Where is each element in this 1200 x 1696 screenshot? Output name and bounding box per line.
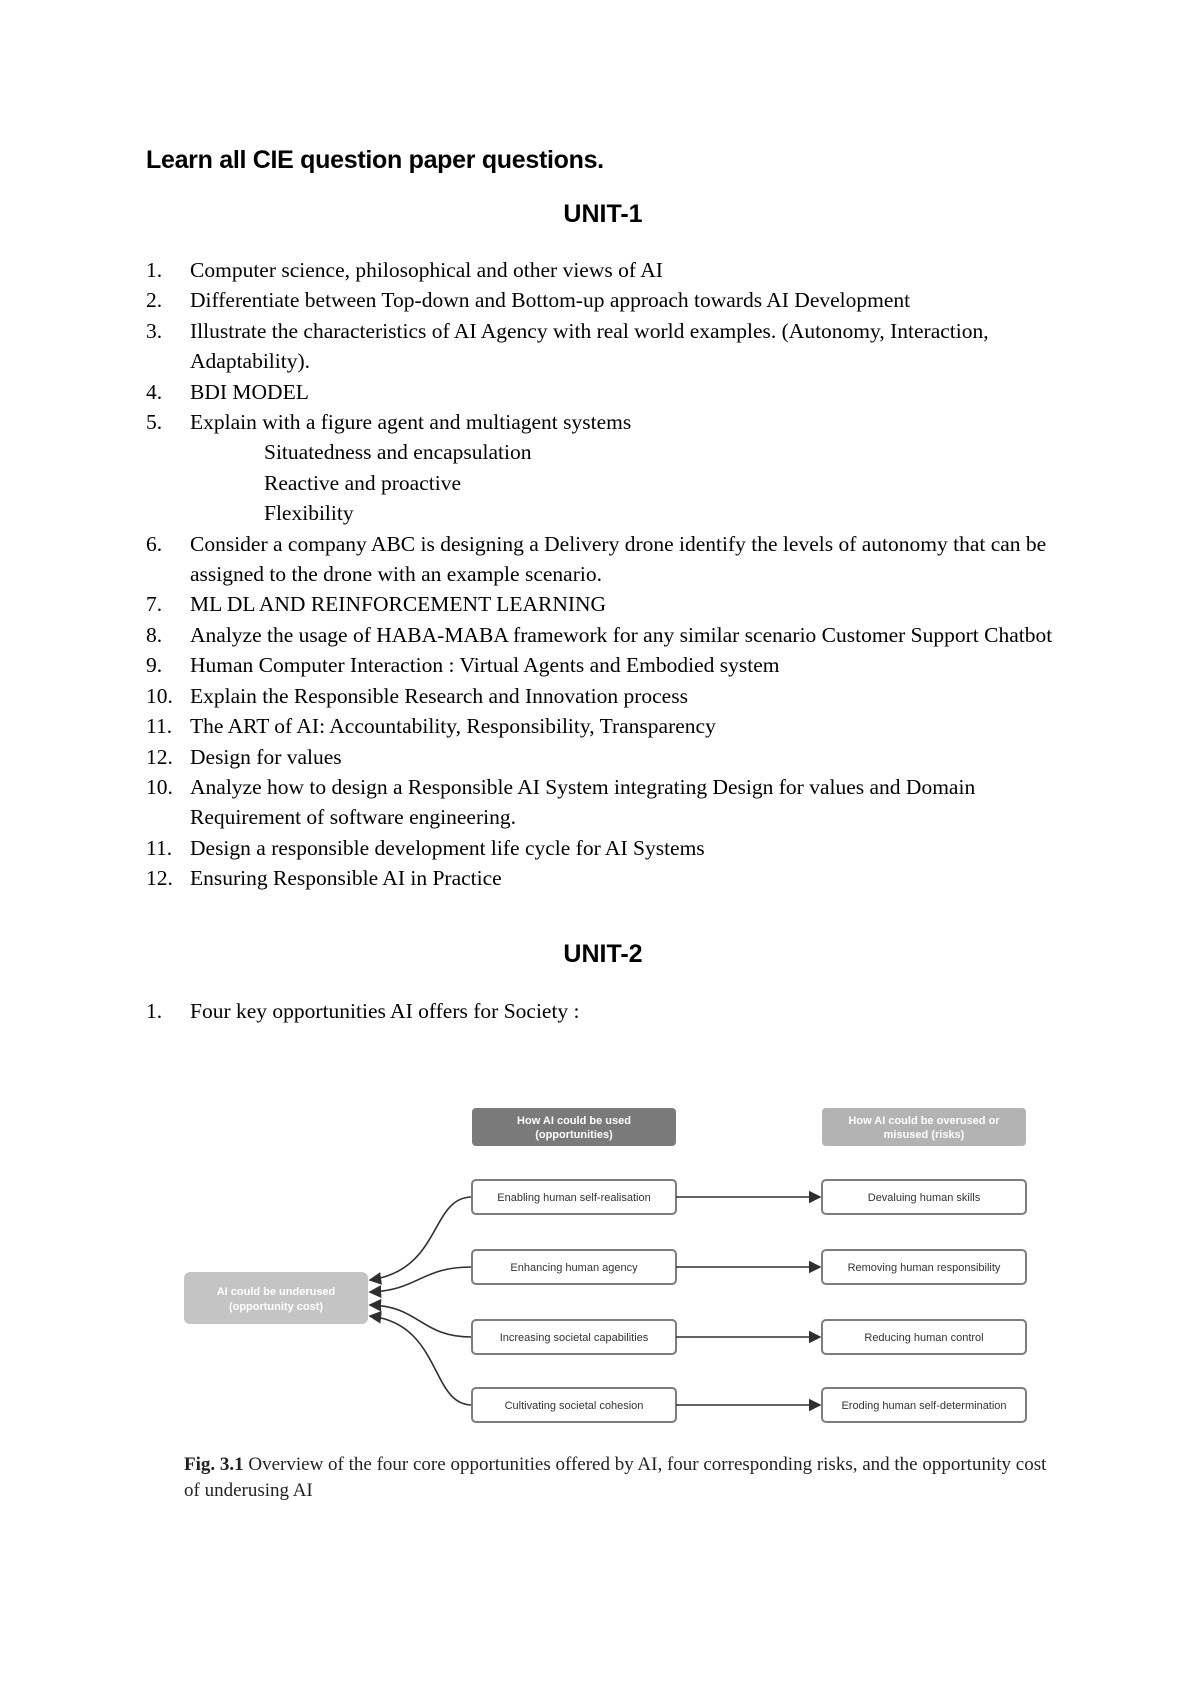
question-text: Design a responsible development life cycle for AI Systems [190,835,705,860]
page-heading: Learn all CIE question paper questions. [146,146,604,174]
sub-item-text: Situatedness and encapsulation [264,440,532,465]
question-text: ML DL AND REINFORCEMENT LEARNING [190,592,607,617]
question-item [146,742,1086,772]
question-item [146,711,1086,741]
question-item [146,863,1086,893]
question-item [146,377,1086,407]
sub-item-text: Reactive and proactive [264,470,461,495]
connector-3 [370,1305,472,1337]
opportunity-box [472,1250,676,1284]
unit-1-question-list [146,255,1086,894]
header-used-line2: (opportunities) [535,1129,613,1141]
header-misused-line2: misused (risks) [883,1129,965,1141]
question-number: 5. [146,410,163,435]
question-item [146,407,1086,437]
question-number: 11. [146,714,173,739]
header-misused-box [822,1108,1026,1146]
question-item [146,772,1086,833]
header-misused-line1: How AI could be overused or [848,1115,1000,1127]
underused-box [184,1272,368,1324]
question-number: 1. [146,258,163,282]
question-number: 7. [146,592,163,617]
question-item [146,681,1086,711]
figure-caption-label: Fig. 3.1 [184,1454,244,1475]
unit-2-title: UNIT-2 [563,940,643,968]
question-number: 3. [146,318,163,343]
question-text: The ART of AI: Accountability, Responsibility, Transparency [190,714,716,739]
sub-item [146,437,1086,467]
question-text: BDI MODEL [190,379,309,404]
sub-item [146,468,1086,498]
question-number: 10. [146,683,173,708]
figure-caption-text: Overview of the four core opportunities offered by AI, four corresponding risks, and the opportunity cost of underusing AI [184,1454,1047,1501]
question-text: Consider a company ABC is designing a Delivery drone identify the levels of autonomy that can be assigned to the drone with an example scenario. [190,531,1047,587]
question-text: Analyze the usage of HABA-MABA framework for any similar scenario Customer Support Chatbot [190,622,1053,647]
header-used-box [472,1108,676,1146]
question-text: Illustrate the characteristics of AI Agency with real world examples. (Autonomy, Interaction, Adaptability). [190,318,989,374]
opportunity-label: Cultivating societal cohesion [504,1400,644,1412]
risk-label: Reducing human control [864,1332,984,1344]
question-text: Explain the Responsible Research and Innovation process [190,683,688,708]
risk-label: Devaluing human skills [867,1192,981,1204]
risk-box [822,1180,1026,1214]
question-item [146,996,1086,1026]
opportunity-box [472,1180,676,1214]
opportunity-label: Increasing societal capabilities [499,1332,649,1344]
risk-label: Removing human responsibility [847,1262,1001,1274]
risk-box [822,1320,1026,1354]
question-text: Four key opportunities AI offers for Society : [190,999,580,1023]
question-text: Design for values [190,744,342,769]
question-number: 9. [146,653,163,678]
opportunities-risks-diagram [180,1100,1040,1440]
opportunity-box [472,1388,676,1422]
question-number: 12. [146,866,173,891]
question-number: 8. [146,622,163,647]
question-number: 2. [146,288,163,313]
question-number: 11. [146,835,173,860]
question-number: 12. [146,744,173,769]
risk-label: Eroding human self-determination [841,1400,1007,1412]
question-item [146,255,1086,285]
opportunity-label: Enhancing human agency [510,1262,638,1274]
opportunity-label: Enabling human self-realisation [497,1192,651,1204]
question-text: Differentiate between Top-down and Bottom-up approach towards AI Development [190,288,911,313]
question-item [146,316,1086,377]
underused-line1: AI could be underused [216,1286,336,1298]
sub-item-text: Flexibility [264,501,354,526]
header-used-line1: How AI could be used [517,1115,631,1127]
question-number: 1. [146,999,163,1023]
connector-2 [370,1267,472,1292]
figure-caption [184,1452,1064,1503]
question-number: 4. [146,379,163,404]
question-item [146,285,1086,315]
connector-4 [370,1316,472,1405]
question-text: Analyze how to design a Responsible AI System integrating Design for values and Domain Requirement of software engineering. [190,774,976,830]
question-number: 10. [146,774,173,799]
sub-item [146,498,1086,528]
question-text: Ensuring Responsible AI in Practice [190,866,502,891]
risk-box [822,1388,1026,1422]
question-text: Human Computer Interaction : Virtual Agents and Embodied system [190,653,780,678]
question-number: 6. [146,531,163,556]
question-item [146,833,1086,863]
underuse-connectors [370,1197,472,1405]
question-item [146,620,1086,650]
question-item [146,650,1086,680]
question-text: Computer science, philosophical and other views of AI [190,258,663,282]
question-item [146,529,1086,590]
opportunity-box [472,1320,676,1354]
underused-line2: (opportunity cost) [228,1301,324,1313]
question-text: Explain with a figure agent and multiagent systems [190,410,632,435]
risk-arrows [676,1197,820,1405]
risk-box [822,1250,1026,1284]
question-item [146,589,1086,619]
unit-2-question-list [146,996,1086,1026]
unit-1-title: UNIT-1 [563,200,643,228]
